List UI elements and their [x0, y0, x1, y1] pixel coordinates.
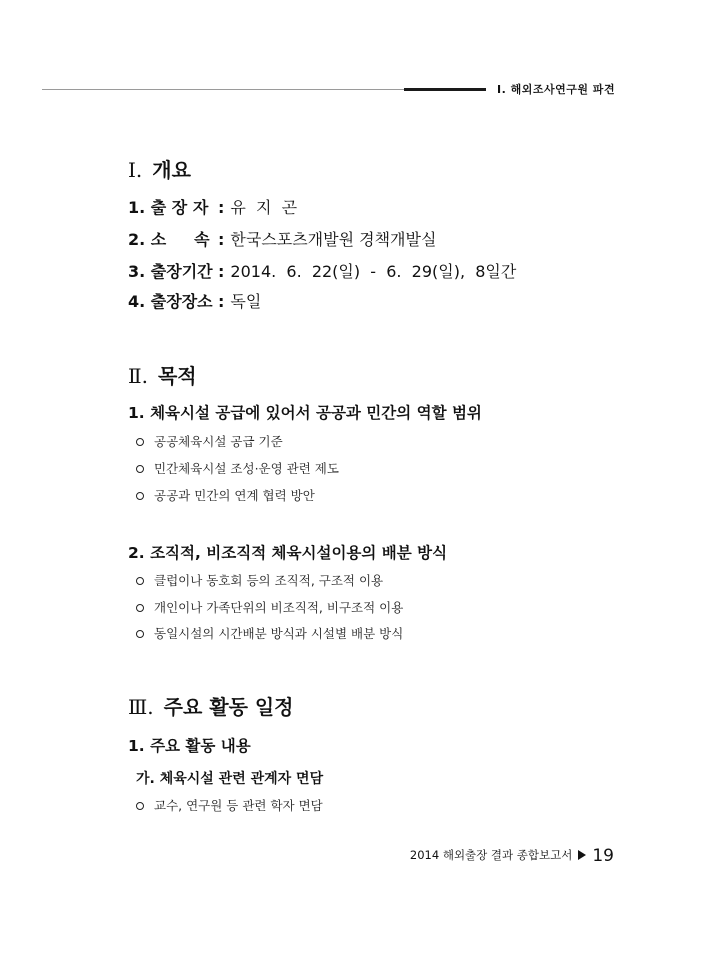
- subsection-heading: 1. 체육시설 공급에 있어서 공공과 민간의 역할 범위: [128, 404, 482, 422]
- section-3-heading: [128, 691, 294, 720]
- list-item: 교수, 연구원 등 관련 학자 면담: [136, 796, 323, 814]
- list-item: 클럽이나 동호회 등의 조직적, 구조적 이용: [136, 571, 383, 589]
- info-row-location: 4. 출장장소 : 독일: [128, 289, 261, 312]
- section-2-heading: [128, 360, 197, 389]
- section-number: Ⅲ.: [128, 695, 154, 719]
- header-rule-accent: [404, 88, 486, 91]
- page-footer: [410, 846, 614, 866]
- page-number: 19: [592, 846, 614, 866]
- circle-bullet-icon: [136, 438, 144, 446]
- info-value: 독일: [230, 292, 262, 311]
- list-item: 공공과 민간의 연계 협력 방안: [136, 486, 315, 504]
- section-1-heading: [128, 154, 191, 183]
- info-label: 4. 출장장소: [128, 292, 213, 311]
- section-number: Ⅰ.: [128, 158, 143, 182]
- section-title: 개요: [152, 158, 191, 182]
- circle-bullet-icon: [136, 465, 144, 473]
- list-item: 개인이나 가족단위의 비조직적, 비구조적 이용: [136, 598, 403, 616]
- info-row-period: 3. 출장기간 : 2014. 6. 22(일) - 6. 29(일), 8일간: [128, 259, 516, 282]
- circle-bullet-icon: [136, 604, 144, 612]
- info-row-affiliation: 2. 소 속 : 한국스포츠개발원 경책개발실: [128, 227, 436, 250]
- list-item: 공공체육시설 공급 기준: [136, 432, 283, 450]
- header-rule: [42, 89, 404, 90]
- circle-bullet-icon: [136, 630, 144, 638]
- circle-bullet-icon: [136, 492, 144, 500]
- section-title: 목적: [157, 364, 197, 388]
- info-row-traveler: 1. 출 장 자 : 유 지 곤: [128, 195, 297, 218]
- triangle-right-icon: [578, 850, 586, 860]
- info-value: 유 지 곤: [230, 198, 298, 217]
- circle-bullet-icon: [136, 802, 144, 810]
- info-value: 한국스포츠개발원 경책개발실: [230, 230, 437, 249]
- info-value: 2014. 6. 22(일) - 6. 29(일), 8일간: [230, 262, 517, 281]
- circle-bullet-icon: [136, 577, 144, 585]
- section-number: Ⅱ.: [128, 364, 148, 388]
- subsection-heading: 2. 조직적, 비조직적 체육시설이용의 배분 방식: [128, 544, 448, 562]
- running-header: Ⅰ. 해외조사연구원 파견: [497, 83, 616, 96]
- info-label: 1. 출 장 자: [128, 198, 209, 217]
- info-label: 3. 출장기간: [128, 262, 213, 281]
- footer-text: 2014 해외출장 결과 종합보고서: [409, 848, 573, 862]
- list-item: 민간체육시설 조성·운영 관련 제도: [136, 459, 339, 477]
- section-title: 주요 활동 일정: [163, 695, 294, 719]
- list-item: 동일시설의 시간배분 방식과 시설별 배분 방식: [136, 624, 403, 642]
- info-label: 2. 소 속: [128, 230, 210, 249]
- sub-subsection-heading: 가. 체육시설 관련 관계자 면담: [136, 771, 324, 787]
- subsection-heading: 1. 주요 활동 내용: [128, 737, 251, 755]
